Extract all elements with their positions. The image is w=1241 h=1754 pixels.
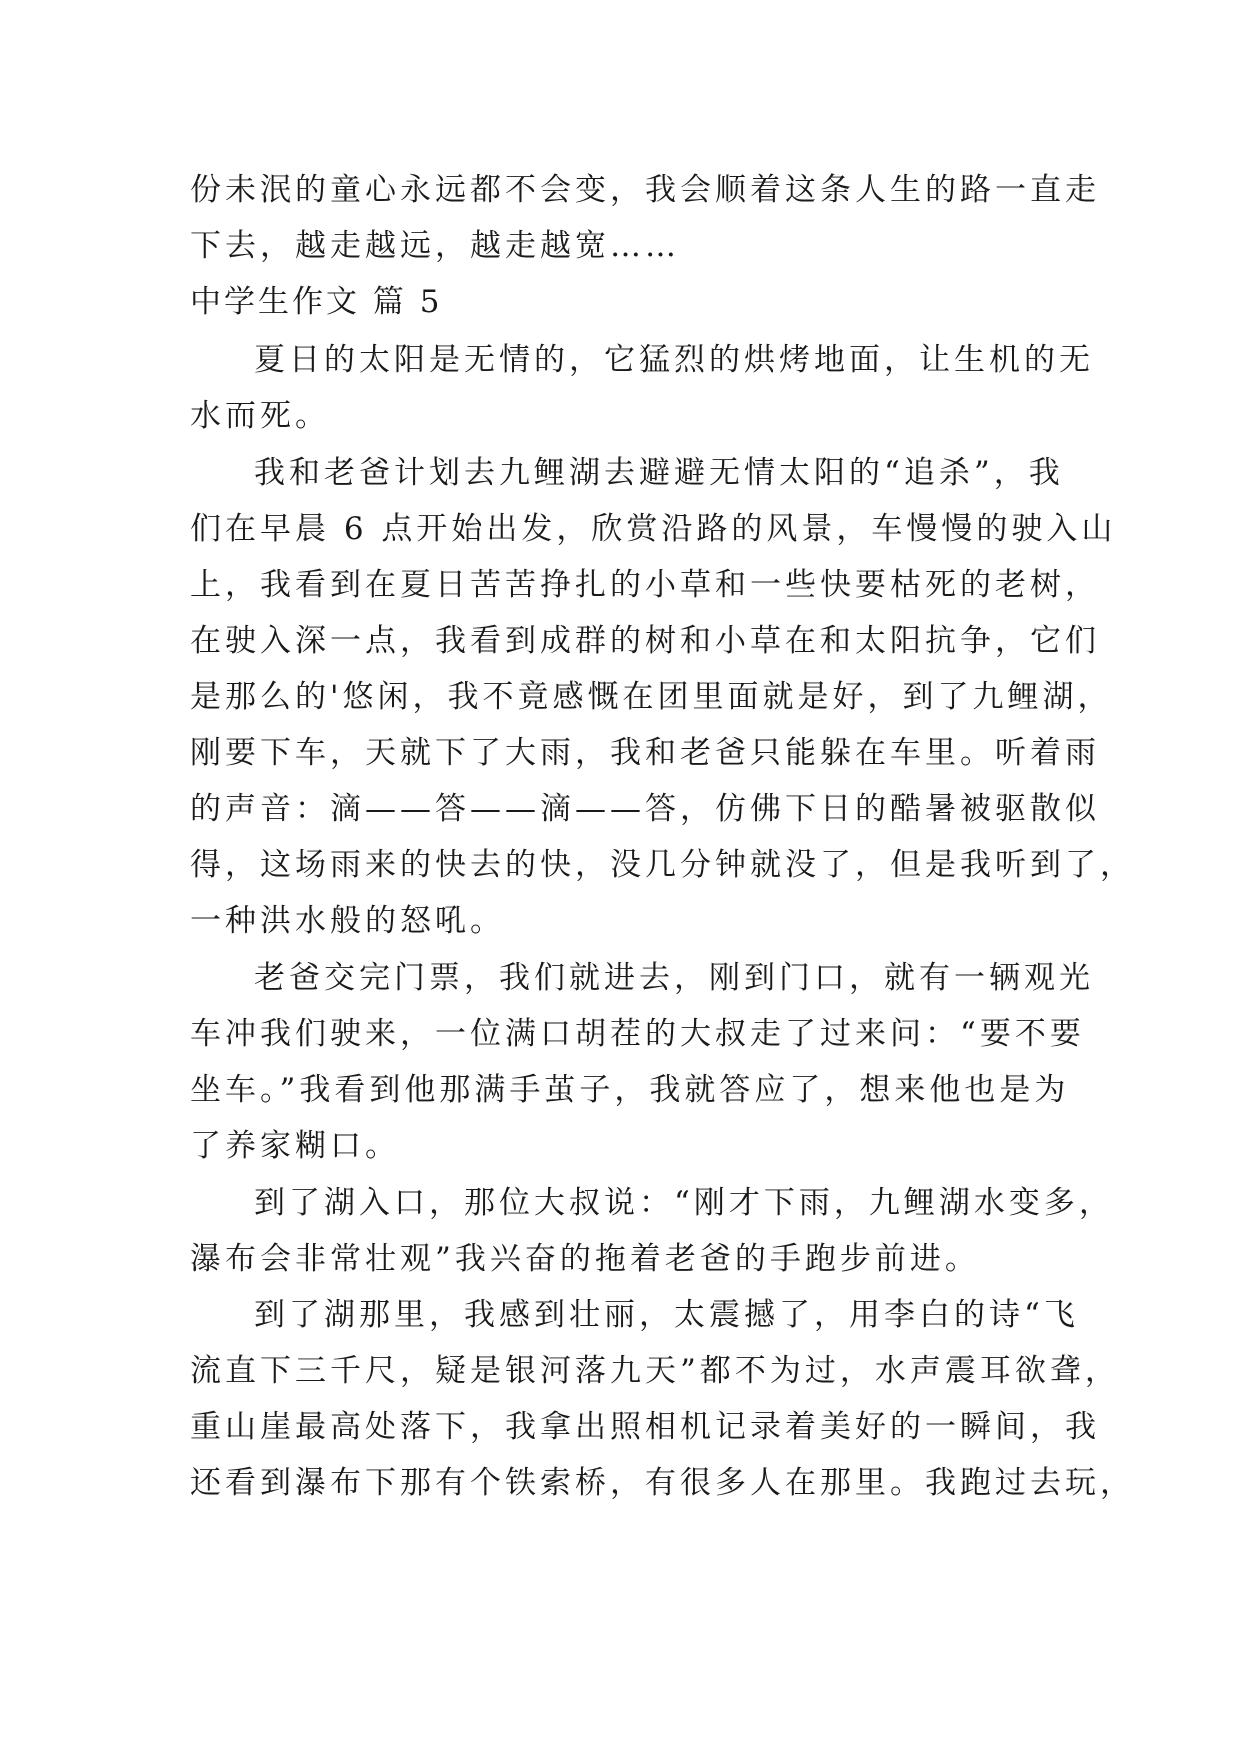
paragraph-line: 到了湖那里，我感到壮丽，太震撼了，用李白的诗“飞 <box>254 1297 1079 1333</box>
paragraph-line: 坐车。”我看到他那满手茧子，我就答应了，想来他也是为 <box>190 1072 1070 1108</box>
text-line: 下去，越走越远，越走越宽…… <box>190 228 680 264</box>
paragraph-line: 上，我看到在夏日苦苦挣扎的小草和一些快要枯死的老树， <box>190 567 1100 603</box>
paragraph-line: 重山崖最高处落下，我拿出照相机记录着美好的一瞬间，我 <box>190 1409 1100 1445</box>
paragraph-line: 流直下三千尺，疑是银河落九天”都不为过，水声震耳欲聋， <box>190 1353 1120 1389</box>
paragraph-line: 还看到瀑布下那有个铁索桥，有很多人在那里。我跑过去玩， <box>190 1465 1135 1501</box>
essay-heading: 中学生作文 篇 5 <box>190 284 443 320</box>
paragraph-line: 们在早晨 6 点开始出发，欣赏沿路的风景，车慢慢的驶入山 <box>190 511 1117 547</box>
paragraph-line: 水而死。 <box>190 398 330 434</box>
paragraph-line: 瀑布会非常壮观”我兴奋的拖着老爸的手跑步前进。 <box>190 1241 980 1277</box>
paragraph-line: 我和老爸计划去九鲤湖去避避无情太阳的“追杀”，我 <box>254 455 1064 491</box>
paragraph-line: 的声音：滴——答——滴——答，仿佛下日的酷暑被驱散似 <box>190 791 1100 827</box>
paragraph-line: 到了湖入口，那位大叔说：“刚才下雨，九鲤湖水变多， <box>254 1185 1114 1221</box>
paragraph-line: 刚要下车，天就下了大雨，我和老爸只能躲在车里。听着雨 <box>190 735 1100 771</box>
paragraph-line: 车冲我们驶来，一位满口胡茬的大叔走了过来问：“要不要 <box>190 1016 1085 1052</box>
paragraph-line: 是那么的'悠闲，我不竟感慨在团里面就是好，到了九鲤湖， <box>190 679 1113 715</box>
paragraph-line: 夏日的太阳是无情的，它猛烈的烘烤地面，让生机的无 <box>254 342 1094 378</box>
paragraph-line: 得，这场雨来的快去的快，没几分钟就没了，但是我听到了， <box>190 847 1135 883</box>
paragraph-line: 一种洪水般的怒吼。 <box>190 903 505 939</box>
text-line: 份未泯的童心永远都不会变，我会顺着这条人生的路一直走 <box>190 172 1100 208</box>
paragraph-line: 在驶入深一点，我看到成群的树和小草在和太阳抗争，它们 <box>190 623 1100 659</box>
paragraph-line: 了养家糊口。 <box>190 1128 400 1164</box>
paragraph-line: 老爸交完门票，我们就进去，刚到门口，就有一辆观光 <box>254 960 1094 996</box>
